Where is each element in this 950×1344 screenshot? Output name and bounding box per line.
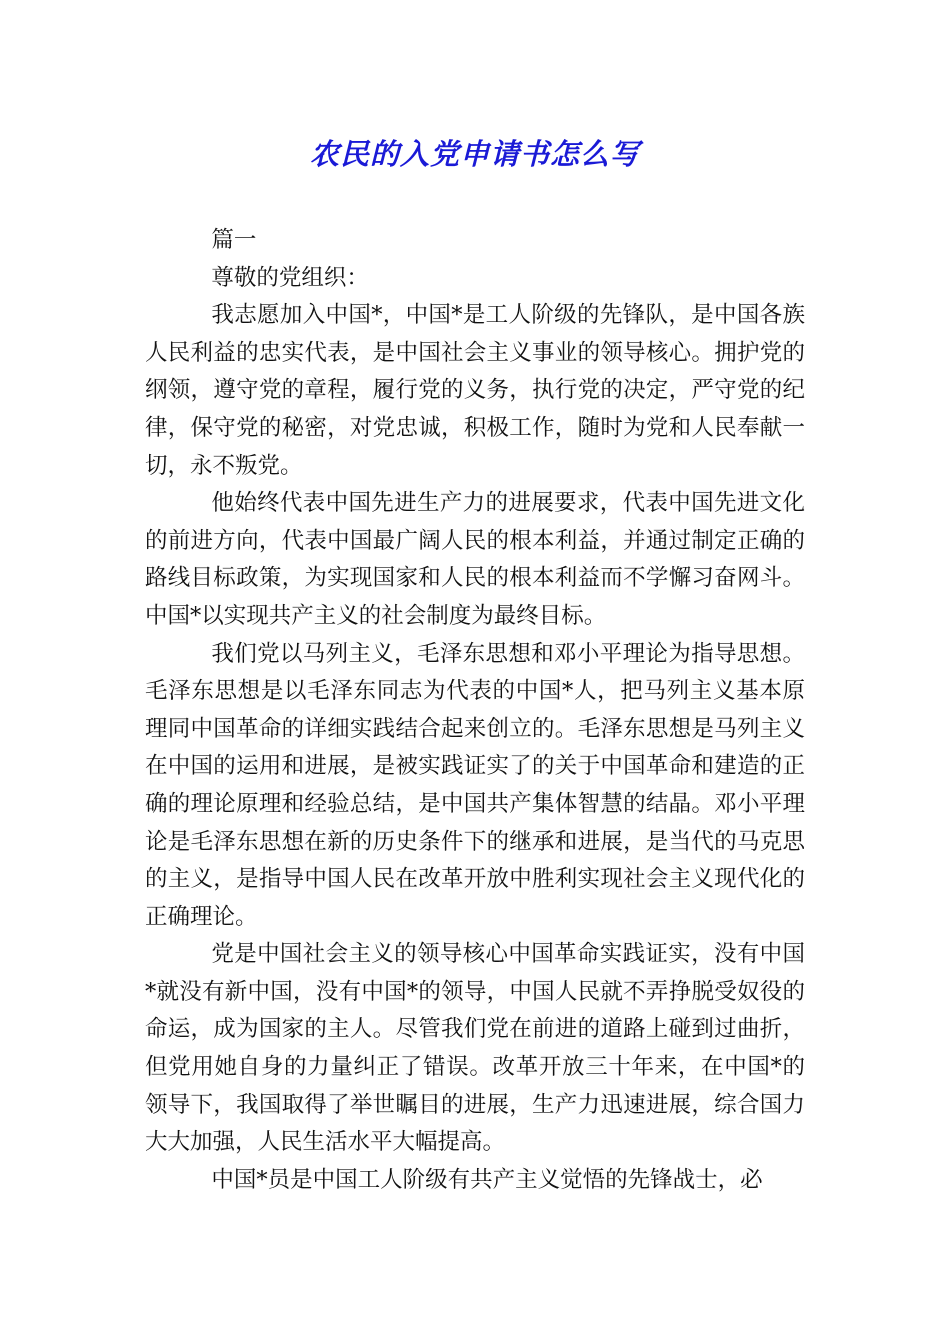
salutation: 尊敬的党组织： (211, 264, 369, 291)
document-body (145, 222, 805, 1199)
paragraph-3: 我们党以马列主义，毛泽东思想和邓小平理论为指导思想。毛泽东思想是以毛泽东同志为代表的中国*人，把马列主义基本原理同中国革命的详细实践结合起来创立的。毛泽东思想是马列主义在中国的运用和进展，是被实践证实了的关于中国革命和建造的正确的理论原理和经验总结，是中国共产集体智慧的结晶。邓小平理论是毛泽东思想在新的历史条件下的继承和进展，是当代的马克思的主义，是指导中国人民在改革开放中胜利实现社会主义现代化的正确理论。 (145, 640, 805, 930)
paragraph-5: 中国*员是中国工人阶级有共产主义觉悟的先锋战士，必 (211, 1166, 763, 1193)
paragraph-4: 党是中国社会主义的领导核心中国革命实践证实，没有中国*就没有新中国，没有中国*的领导，中国人民就不弄挣脱受奴役的命运，成为国家的主人。尽管我们党在前进的道路上碰到过曲折，但党用她自身的力量纠正了错误。改革开放三十年来，在中国*的领导下，我国取得了举世瞩目的进展，生产力迅速进展，综合国力大大加强，人民生活水平大幅提高。 (145, 941, 805, 1156)
section-label: 篇一 (211, 227, 257, 253)
document-title: 农民的入党申请书怎么写 (309, 137, 640, 171)
paragraph-1: 我志愿加入中国*，中国*是工人阶级的先锋队，是中国各族人民利益的忠实代表，是中国社会主义事业的领导核心。拥护党的纲领，遵守党的章程，履行党的义务，执行党的决定，严守党的纪律，保守党的秘密，对党忠诚，积极工作，随时为党和人民奉献一切，永不叛党。 (145, 302, 805, 479)
paragraph-2: 他始终代表中国先进生产力的进展要求，代表中国先进文化的前进方向，代表中国最广阔人民的根本利益，并通过制定正确的路线目标政策，为实现国家和人民的根本利益而不学懈习奋网斗。中国*以实现共产主义的社会制度为最终目标。 (145, 490, 805, 629)
